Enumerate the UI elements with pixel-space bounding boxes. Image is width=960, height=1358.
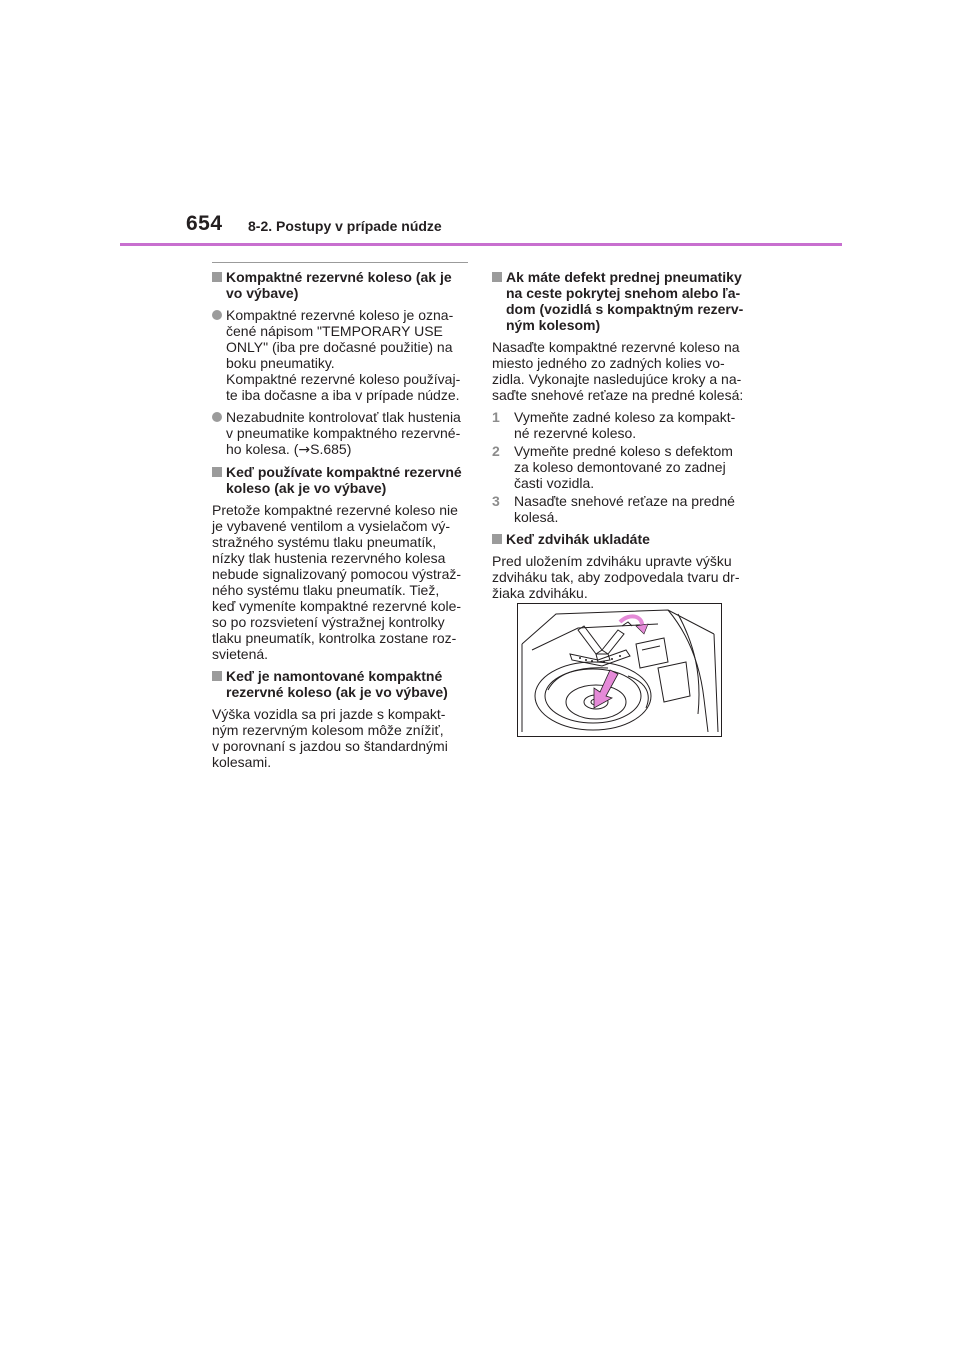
text-line: saďte snehové reťaze na predné kolesá: (492, 387, 744, 403)
square-bullet-icon (492, 272, 502, 282)
text-line: kolesami. (212, 754, 272, 770)
text-line: miesto jedného zo zadných kolies vo- (492, 355, 725, 371)
right-column (492, 262, 748, 607)
page-number: 654 (186, 212, 223, 235)
square-bullet-icon (212, 467, 222, 477)
paragraph-store-jack (492, 553, 748, 601)
text-line: tlaku pneumatík, kontrolka zostane roz- (212, 630, 457, 646)
text-line: v pneumatike kompaktného rezervné- (226, 425, 461, 441)
text-line: v porovnaní s jazdou so štandardnými (212, 738, 448, 754)
heading-line: Keď je namontované kompaktné (226, 668, 443, 684)
text-line: Kompaktné rezervné koleso je ozna- (226, 307, 454, 323)
step-number: 3 (492, 493, 500, 509)
heading-line: koleso (ak je vo výbave) (226, 480, 387, 496)
text-line: te iba dočasne a iba v prípade núdze. (226, 387, 460, 403)
heading-line: rezervné koleso (ak je vo výbave) (226, 684, 448, 700)
step-number: 2 (492, 443, 500, 459)
heading-line: Kompaktné rezervné koleso (ak je (226, 269, 452, 285)
text-line: Vymeňte zadné koleso za kompakt- (514, 409, 736, 425)
bullet-check-pressure (212, 409, 468, 458)
square-bullet-icon (212, 272, 222, 282)
text-line: Nasaďte kompaktné rezervné koleso na (492, 339, 740, 355)
trunk-jack-drawing (518, 604, 721, 736)
text-line: je vybavené ventilom a vysielačom vý- (212, 518, 451, 534)
heading-line: vo výbave) (226, 285, 299, 301)
heading-when-using (212, 464, 468, 496)
text-line: za koleso demontované zo zadnej (514, 459, 726, 475)
circle-bullet-icon (212, 310, 222, 320)
text-line: stražného systému tlaku pneumatík, (212, 534, 437, 550)
bullet-temporary-use (212, 307, 468, 403)
text-line: so po rozsvietení výstražnej kontrolky (212, 614, 445, 630)
heading-line: Ak máte defekt prednej pneumatiky (506, 269, 742, 285)
text-line-with-link (226, 441, 468, 458)
text-line: nebude signalizovaný pomocou výstraž- (212, 566, 462, 582)
column-top-rule (212, 262, 468, 263)
text-line: kolesá. (514, 509, 559, 525)
text-line: Výška vozidla sa pri jazde s kompakt- (212, 706, 446, 722)
page-reference-link[interactable]: S.685) (310, 441, 352, 457)
paragraph-tpms (212, 502, 468, 662)
text-line: zidla. Vykonajte nasledujúce kroky a na- (492, 371, 742, 387)
text-line: keď vymeníte kompaktné rezervné kole- (212, 598, 462, 614)
text-line: boku pneumatiky. (226, 355, 335, 371)
step-number: 1 (492, 409, 500, 425)
step-3 (492, 493, 748, 525)
text-line: čené nápisom "TEMPORARY USE (226, 323, 443, 339)
text-line: ným rezervným kolesom môže znížiť, (212, 722, 444, 738)
text-line: zdviháku tak, aby zodpovedala tvaru dr- (492, 569, 740, 585)
paragraph-height (212, 706, 468, 770)
jack-storage-illustration (517, 603, 722, 737)
text-line: nízky tlak hustenia rezervného kolesa (212, 550, 446, 566)
square-bullet-icon (212, 671, 222, 681)
heading-when-mounted (212, 668, 468, 700)
square-bullet-icon (492, 534, 502, 544)
text-line: Kompaktné rezervné koleso používaj- (226, 371, 461, 387)
left-column (212, 262, 468, 776)
text-line: ONLY" (iba pre dočasné použitie) na (226, 339, 453, 355)
heading-line: ným kolesom) (506, 317, 601, 333)
heading-line: dom (vozidlá s kompaktným rezerv- (506, 301, 744, 317)
text-line: Nezabudnite kontrolovať tlak hustenia (226, 409, 461, 425)
header-rule (120, 243, 842, 246)
paragraph-fit-spare (492, 339, 748, 403)
text-line: svietená. (212, 646, 269, 662)
heading-front-flat (492, 269, 748, 333)
text-line: Nasaďte snehové reťaze na predné (514, 493, 735, 509)
text-line: Pred uložením zdviháku upravte výšku (492, 553, 732, 569)
heading-line: na ceste pokrytej snehom alebo ľa- (506, 285, 741, 301)
heading-line: Keď používate kompaktné rezervné (226, 464, 462, 480)
heading-storing-jack (492, 531, 748, 547)
section-title: 8-2. Postupy v prípade núdze (248, 218, 442, 234)
heading-compact-spare (212, 269, 468, 301)
heading-line: Keď zdvihák ukladáte (506, 531, 650, 547)
text-line: časti vozidla. (514, 475, 595, 491)
text-line: ného systému tlaku pneumatík. Tiež, (212, 582, 440, 598)
text-line: né rezervné koleso. (514, 425, 637, 441)
arrow-right-icon: → (298, 442, 311, 458)
step-1 (492, 409, 748, 441)
text-fragment: ho kolesa. ( (226, 441, 299, 457)
step-2 (492, 443, 748, 491)
text-line: Pretože kompaktné rezervné koleso nie (212, 502, 458, 518)
circle-bullet-icon (212, 412, 222, 422)
text-line: Vymeňte predné koleso s defektom (514, 443, 733, 459)
text-line: žiaka zdviháku. (492, 585, 588, 601)
